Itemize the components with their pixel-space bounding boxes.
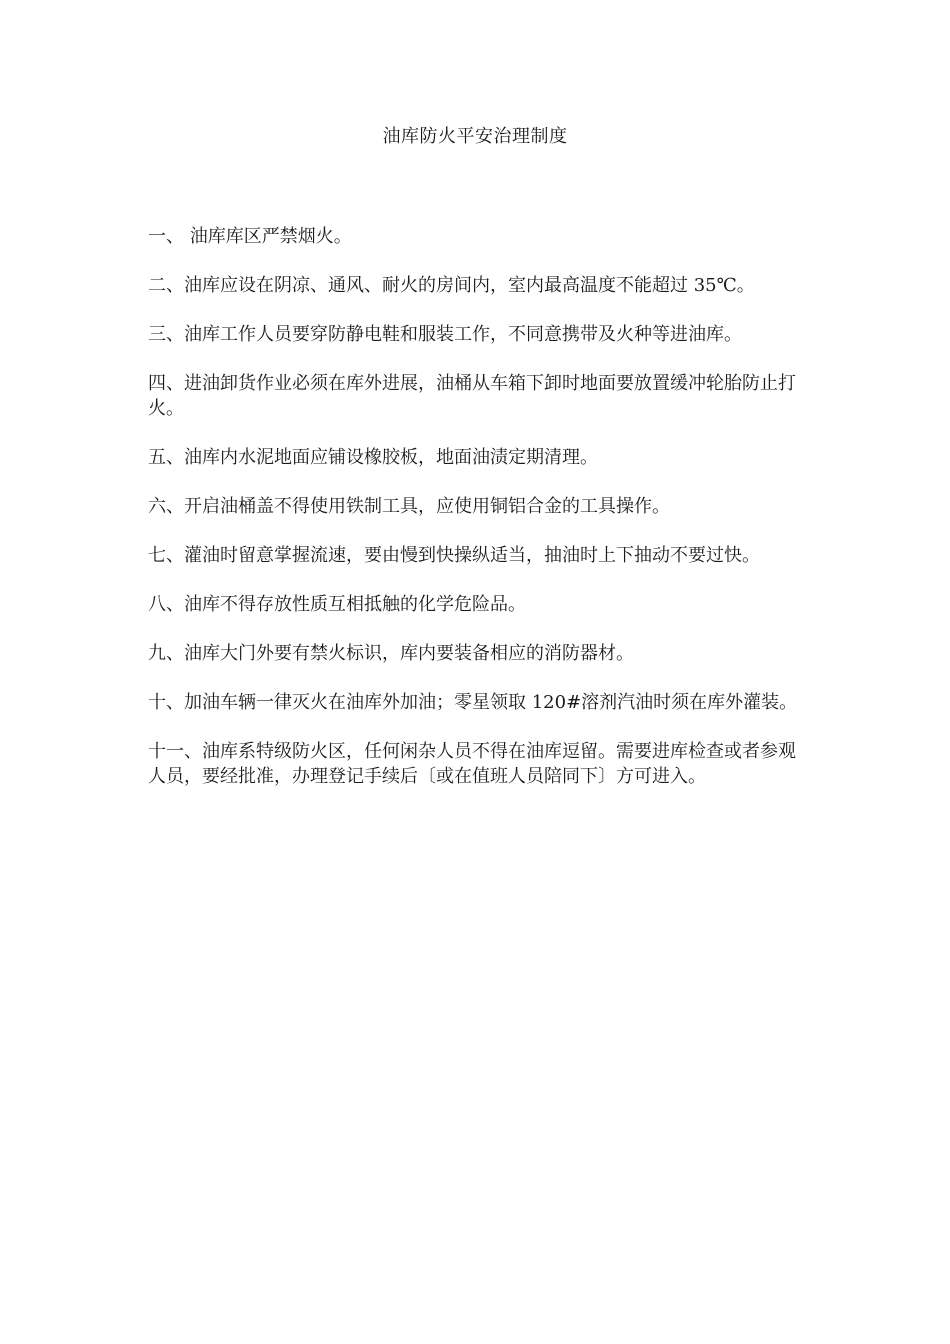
clause-3: 三、油库工作人员要穿防静电鞋和服装工作，不同意携带及火种等进油库。 bbox=[148, 324, 742, 345]
document-title: 油库防火平安治理制度 bbox=[382, 126, 568, 147]
clause-9: 九、油库大门外要有禁火标识，库内要装备相应的消防器材。 bbox=[148, 643, 634, 664]
clause-2: 二、油库应设在阴凉、通风、耐火的房间内，室内最高温度不能超过 35℃。 bbox=[148, 275, 755, 296]
clause-10: 十、加油车辆一律灭火在油库外加油；零星领取 120#溶剂汽油时须在库外灌装。 bbox=[148, 692, 798, 713]
clause-5: 五、油库内水泥地面应铺设橡胶板，地面油渍定期清理。 bbox=[148, 447, 598, 468]
clause-11: 十一、油库系特级防火区，任何闲杂人员不得在油库逗留。需要进库检查或者参观人员，要经批准，办理登记手续后〔或在值班人员陪同下〕方可进入。 bbox=[148, 741, 796, 787]
clause-list bbox=[148, 224, 804, 813]
clause-6: 六、开启油桶盖不得使用铁制工具，应使用铜铝合金的工具操作。 bbox=[148, 496, 670, 517]
clause-7: 七、灌油时留意掌握流速，要由慢到快操纵适当，抽油时上下抽动不要过快。 bbox=[148, 545, 760, 566]
clause-4: 四、进油卸货作业必须在库外进展，油桶从车箱下卸时地面要放置缓冲轮胎防止打火。 bbox=[148, 373, 796, 419]
clause-1: 一、 油库库区严禁烟火。 bbox=[148, 226, 352, 247]
clause-8: 八、油库不得存放性质互相抵触的化学危险品。 bbox=[148, 594, 526, 615]
